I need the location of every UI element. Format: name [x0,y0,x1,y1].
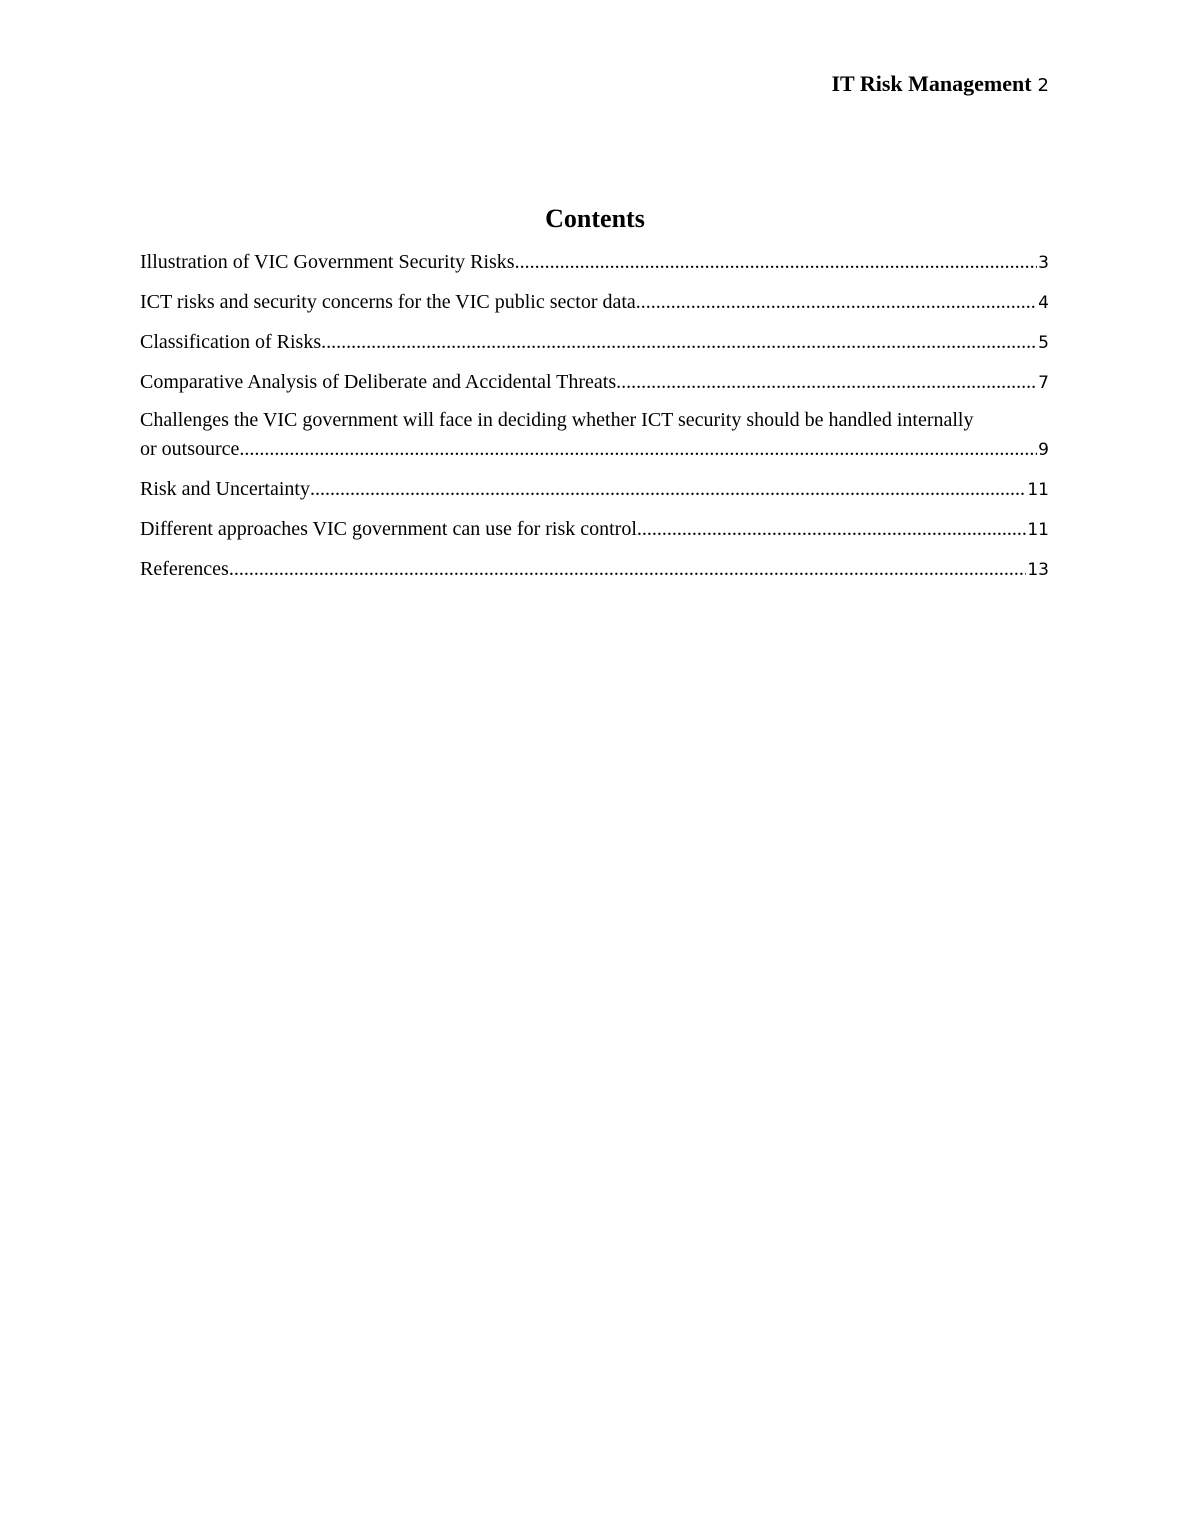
toc-entry[interactable] [140,475,1049,504]
toc-entry[interactable] [140,288,1049,317]
header-title: IT Risk Management [831,71,1032,96]
toc-entry[interactable] [140,368,1049,397]
toc-dot-leader [310,475,1026,504]
toc-entry[interactable] [140,328,1049,357]
toc-entry-page[interactable]: 11 [1027,520,1049,540]
toc-entry[interactable] [140,515,1049,544]
running-header [831,68,1049,103]
toc-dot-leader [616,368,1037,397]
toc-dot-leader [636,288,1037,317]
toc-entry-page[interactable]: 3 [1038,253,1049,273]
toc-dot-leader [321,328,1037,357]
toc-entry-title[interactable]: Illustration of VIC Government Security Risks [140,251,515,273]
toc-entry-page[interactable]: 11 [1027,480,1049,500]
toc-entry-title-line1[interactable]: Challenges the VIC government will face in deciding whether ICT security should be handled internally [140,409,974,431]
toc-entry[interactable] [140,248,1049,277]
toc-dot-leader [637,515,1026,544]
toc-entry-page[interactable]: 7 [1038,373,1049,393]
toc-entry-title[interactable]: Classification of Risks [140,331,322,353]
toc-entry-title[interactable]: ICT risks and security concerns for the VIC public sector data [140,291,636,313]
toc-entry-title-line2[interactable]: or outsource [140,438,240,460]
toc-entry-title[interactable]: Different approaches VIC government can use for risk control [140,518,637,540]
toc-dot-leader [239,435,1037,464]
toc-dot-leader [229,555,1027,584]
toc-entry-page[interactable]: 9 [1038,440,1049,460]
toc-entry-page[interactable]: 13 [1027,560,1049,580]
toc-heading: Contents [545,204,645,233]
toc-entry[interactable] [140,555,1049,584]
toc-entry-title[interactable]: Comparative Analysis of Deliberate and Accidental Threats [140,371,617,393]
header-page-number: 2 [1037,75,1049,96]
toc-entry[interactable] [140,406,1049,464]
toc-entry-title[interactable]: References [140,558,229,580]
toc-entry-title[interactable]: Risk and Uncertainty [140,478,310,500]
toc-entry-page[interactable]: 4 [1038,293,1049,313]
toc-dot-leader [515,248,1038,277]
toc-entry-page[interactable]: 5 [1038,333,1049,353]
